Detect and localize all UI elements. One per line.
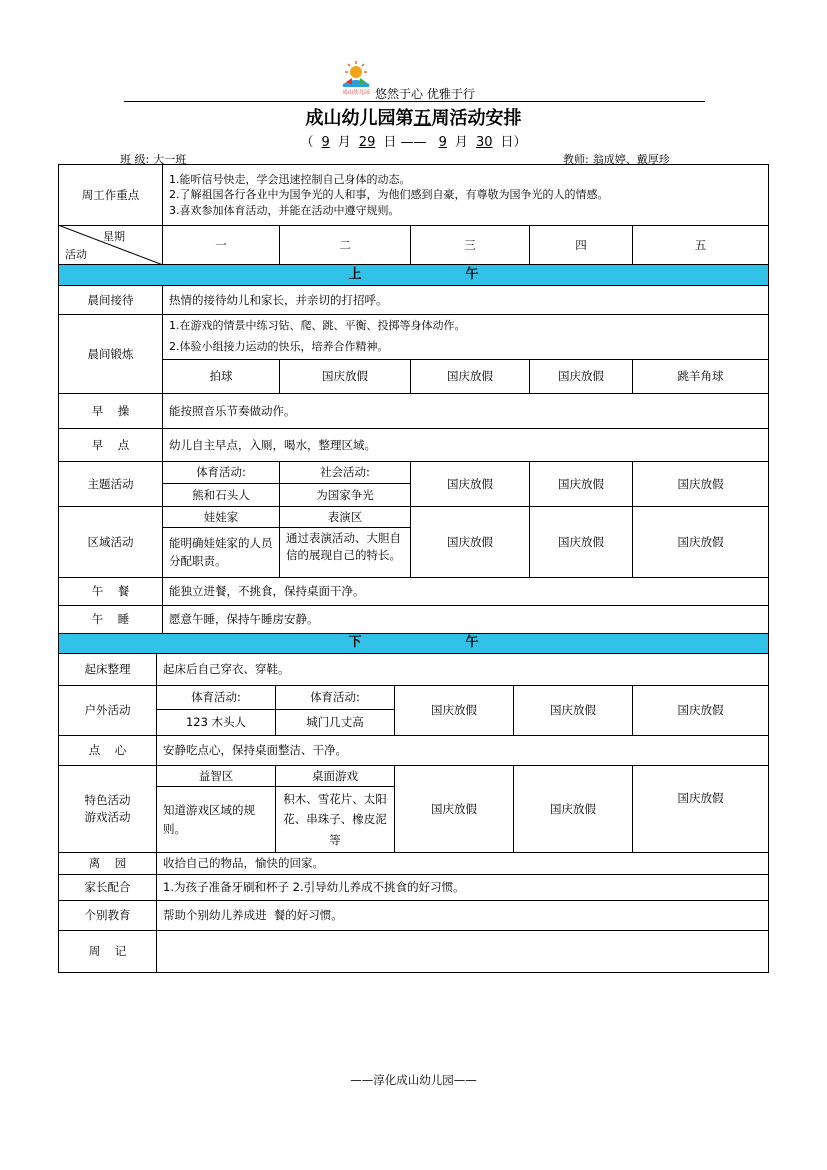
area-tue-head: 表演区 — [279, 506, 411, 528]
lunch-label: 午 餐 — [58, 577, 163, 606]
class-label: 班 级: — [120, 153, 150, 166]
day-header-mon: 一 — [162, 225, 280, 265]
day-header-fri: 五 — [632, 225, 769, 265]
afternoon-banner-right: 午 — [465, 635, 479, 651]
special-thu: 国庆放假 — [513, 765, 633, 853]
wake-text: 起床后自己穿衣、穿鞋。 — [156, 653, 769, 686]
notes-text[interactable] — [156, 930, 769, 973]
exercise-label: 晨间锻炼 — [58, 314, 163, 394]
theme-fri: 国庆放假 — [632, 461, 769, 507]
area-fri: 国庆放假 — [632, 506, 769, 578]
area-tue-body: 通过表演活动、大胆自信的展现自己的特长。 — [279, 527, 411, 578]
page-title — [0, 104, 827, 130]
pm-snack-label: 点 心 — [58, 735, 157, 766]
day-header-thu: 四 — [529, 225, 633, 265]
special-label — [58, 765, 157, 853]
outdoor-fri: 国庆放假 — [632, 685, 769, 736]
focus-item: 2.了解祖国各行各业中为国争光的人和事，为他们感到自豪，有尊敬为国争光的人的情感。 — [169, 188, 609, 202]
outdoor-wed: 国庆放假 — [394, 685, 514, 736]
pm-snack-text: 安静吃点心，保持桌面整洁、干净。 — [156, 735, 769, 766]
morning-banner — [58, 264, 769, 286]
date-range — [0, 131, 827, 150]
nap-text: 愿意午睡，保持午睡房安静。 — [162, 605, 769, 634]
theme-thu: 国庆放假 — [529, 461, 633, 507]
exercise-fri: 跳羊角球 — [632, 359, 769, 394]
special-wed: 国庆放假 — [394, 765, 514, 853]
day-header-tue: 二 — [279, 225, 411, 265]
teacher-value: 翁成婷、戴厚珍 — [592, 153, 670, 166]
outdoor-label: 户外活动 — [58, 685, 157, 736]
title-suffix: 周活动安排 — [431, 108, 522, 129]
special-tue-head: 桌面游戏 — [275, 765, 395, 787]
special-mon-head: 益智区 — [156, 765, 276, 787]
gym-text: 能按照音乐节奏做动作。 — [162, 393, 769, 429]
parents-text: 1.为孩子准备牙刷和杯子 2.引导幼儿养成不挑食的好习惯。 — [156, 874, 769, 901]
morning-banner-right: 午 — [465, 266, 479, 282]
theme-mon-body: 熊和石头人 — [162, 483, 280, 507]
title-prefix: 成山幼儿园第 — [305, 108, 414, 129]
wake-label: 起床整理 — [58, 653, 157, 686]
theme-mon-head: 体育活动: — [162, 461, 280, 484]
week-number: 五 — [413, 108, 432, 129]
exercise-mon: 拍球 — [162, 359, 280, 394]
individual-text: 帮助个别幼儿养成进 餐的好习惯。 — [156, 900, 769, 931]
kindergarten-logo — [338, 60, 374, 98]
start-day: 29 — [358, 135, 376, 150]
focus-item: 1.能听信号快走，学会迅速控制自己身体的动态。 — [169, 172, 411, 186]
special-tue-body: 积木、雪花片、太阳花、串珠子、橡皮泥等 — [275, 786, 395, 853]
outdoor-tue-head: 体育活动: — [275, 685, 395, 710]
exercise-tue: 国庆放假 — [279, 359, 411, 394]
month-label-2: 月 — [454, 135, 468, 150]
motto-text: 悠然于心 优雅于行 — [375, 87, 475, 101]
theme-label: 主题活动 — [58, 461, 163, 507]
focus-item: 3.喜欢参加体育活动，并能在活动中遵守规则。 — [169, 203, 400, 217]
end-month: 9 — [438, 135, 447, 150]
theme-wed: 国庆放假 — [410, 461, 530, 507]
month-label-1: 月 — [337, 135, 351, 150]
focus-label: 周工作重点 — [58, 164, 163, 226]
leave-label: 离 园 — [58, 852, 157, 875]
theme-tue-head: 社会活动: — [279, 461, 411, 484]
area-wed: 国庆放假 — [410, 506, 530, 578]
outdoor-mon-body: 123 木头人 — [156, 709, 276, 736]
area-mon-body: 能明确娃娃家的人员分配职责。 — [162, 527, 280, 578]
exercise-goal: 2.体验小组接力运动的快乐，培养合作精神。 — [169, 340, 389, 353]
individual-label: 个别教育 — [58, 900, 157, 931]
greeting-label: 晨间接待 — [58, 285, 163, 315]
area-thu: 国庆放假 — [529, 506, 633, 578]
focus-list — [162, 164, 769, 226]
date-separator: —— — [400, 135, 427, 150]
leave-text: 收拾自己的物品，愉快的回家。 — [156, 852, 769, 875]
day-label-1: 日 — [383, 135, 397, 150]
day-header-wed: 三 — [410, 225, 530, 265]
parents-label: 家长配合 — [58, 874, 157, 901]
gym-label: 早 操 — [58, 393, 163, 429]
outdoor-mon-head: 体育活动: — [156, 685, 276, 710]
week-label: 星期 — [103, 230, 125, 243]
outdoor-thu: 国庆放假 — [513, 685, 633, 736]
exercise-thu: 国庆放假 — [529, 359, 633, 394]
notes-label: 周 记 — [58, 930, 157, 973]
footer-text: ——淳化成山幼儿园—— — [350, 1073, 477, 1087]
area-mon-head: 娃娃家 — [162, 506, 280, 528]
svg-text:成山幼儿园: 成山幼儿园 — [342, 90, 370, 96]
exercise-goal: 1.在游戏的情景中练习钻、爬、跳、平衡、投掷等身体动作。 — [169, 319, 466, 333]
greeting-text: 热情的接待幼儿和家长，并亲切的打招呼。 — [162, 285, 769, 315]
special-label-line: 游戏活动 — [84, 810, 131, 824]
morning-banner-left: 上 — [348, 266, 362, 282]
activity-label: 活动 — [65, 248, 87, 261]
nap-label: 午 睡 — [58, 605, 163, 634]
teacher-label: 教师: — [563, 153, 589, 166]
special-fri: 国庆放假 — [632, 765, 769, 853]
afternoon-banner-left: 下 — [348, 635, 362, 651]
date-open: （ — [300, 135, 314, 150]
special-mon-body: 知道游戏区域的规则。 — [156, 786, 276, 853]
diagonal-header-cell — [58, 225, 163, 265]
area-label: 区域活动 — [58, 506, 163, 578]
start-month: 9 — [321, 135, 330, 150]
outdoor-tue-body: 城门几丈高 — [275, 709, 395, 736]
snack-label: 早 点 — [58, 428, 163, 462]
exercise-goals — [162, 314, 769, 360]
theme-tue-body: 为国家争光 — [279, 483, 411, 507]
end-day: 30 — [475, 135, 493, 150]
exercise-wed: 国庆放假 — [410, 359, 530, 394]
header-rule — [124, 101, 705, 102]
snack-text: 幼儿自主早点，入厕，喝水，整理区域。 — [162, 428, 769, 462]
special-label-line: 特色活动 — [84, 793, 131, 808]
lunch-text: 能独立进餐，不挑食，保持桌面干净。 — [162, 577, 769, 606]
afternoon-banner — [58, 633, 769, 654]
class-value: 大一班 — [153, 153, 187, 166]
date-close: 日） — [500, 135, 527, 150]
